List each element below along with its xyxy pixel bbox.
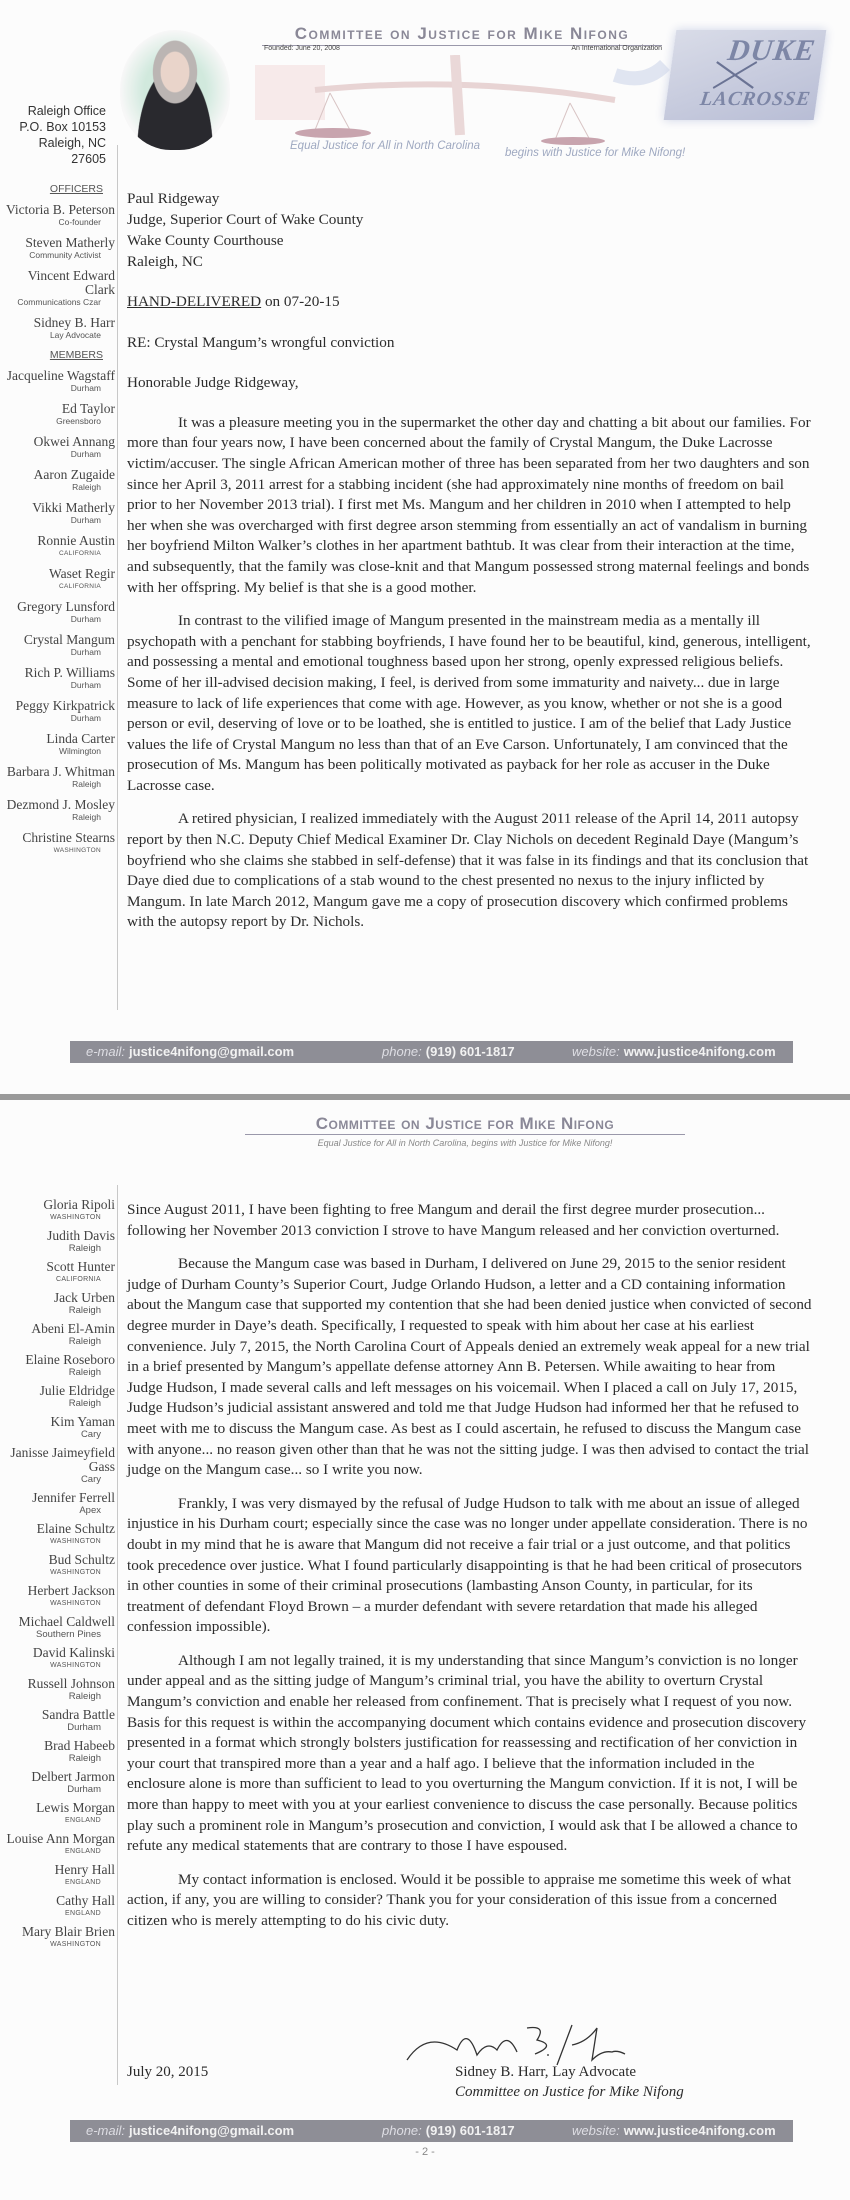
- office-line: P.O. Box 10153: [19, 120, 106, 134]
- roster-role: Cary: [80, 1474, 101, 1485]
- roster-role: CALIFORNIA: [55, 1276, 101, 1283]
- roster-entry: [0, 1739, 115, 1764]
- roster-name: Vincent Edward Clark: [27, 268, 115, 297]
- roster-name: Gloria Ripoli: [43, 1197, 115, 1212]
- roster-name: Herbert Jackson: [27, 1583, 115, 1598]
- signature-block: [127, 2020, 812, 2110]
- roster-name: Abeni El-Amin: [31, 1321, 115, 1336]
- salutation: Honorable Judge Ridgeway,: [127, 374, 299, 392]
- roster-entry: [0, 1770, 115, 1795]
- roster-role: ENGLAND: [65, 1817, 101, 1824]
- tagline-part-2: begins with Justice for Mike Nifong!: [505, 147, 686, 159]
- phone-number: (919) 601-1817: [425, 1044, 515, 1059]
- email-link[interactable]: justice4nifong@gmail.com: [129, 2123, 295, 2138]
- roster-entry: [0, 1925, 115, 1950]
- roster-entry: [0, 1291, 115, 1316]
- scales-of-justice-icon: [255, 55, 675, 145]
- paragraph: Although I am not legally trained, it is my understanding that since Mangum’s conviction is no longer under appeal and as the sitting judge of Mangum’s criminal trial, you have the ability to overturn Crystal Mangum’s conviction and enable her released from confinement. That is precisely what I request of you now. Basis for this request is within the accompanying document which contains evidence and prosecution discovery presented in a format which strongly bolsters justification for reassessing and rectification of her conviction in your court that transpired more than a year and a half ago. I believe that the information included in the enclosure alone is more than sufficient to lead to you overturning the Mangum conviction. If it is not, I will be more than happy to meet with you at your earliest convenience to discuss the case personally. Because politics play such a prominent role in Mangum’s prosecution and conviction, I would ask that I be allowed a chance to refute any medical statements that are contrary to those I have espoused.: [127, 1651, 807, 1855]
- website-link[interactable]: www.justice4nifong.com: [623, 2123, 776, 2138]
- roster-role: Durham: [70, 614, 101, 624]
- roster-role: CALIFORNIA: [58, 550, 101, 557]
- roster-name: Rich P. Williams: [24, 665, 115, 680]
- roster-name: Dezmond J. Mosley: [6, 797, 115, 812]
- members-list: [0, 1198, 115, 1950]
- roster-entry: [0, 435, 115, 460]
- roster-name: Louise Ann Morgan: [6, 1831, 115, 1846]
- signer-name: Sidney B. Harr, Lay Advocate: [455, 2064, 637, 2080]
- roster-name: Cathy Hall: [56, 1893, 115, 1908]
- roster-entry: [0, 203, 115, 228]
- paragraph: In contrast to the vilified image of Mangum presented in the mainstream media as a mentally ill psychopath with a penchant for stabbing boyfriends, I have found her to be beautiful, kind, generous, intelligent, and possessing a mental and emotional toughness based upon her strong, openly expressed religious beliefs. Some of her ill-advised decision making, I feel, is derived from some immaturity and naivety... due in large measure to lack of life experiences that come with age. However, as you know, whether or not she is a good person or evil, deserving of love or to be loathed, she is entitled to justice. I am of the belief that Lady Justice values the life of Crystal Mangum no less than that of an Eve Carson. Unfortunately, I am convinced that the prosecution of Ms. Mangum has been politically motivated as payback for her role as accuser in the Duke Lacrosse case.: [127, 612, 811, 794]
- tagline-part-1: Equal Justice for All in North Carolina: [290, 140, 481, 152]
- roster-role: Raleigh: [72, 482, 101, 492]
- roster-role: Durham: [70, 515, 101, 525]
- roster-entry: [0, 666, 115, 691]
- roster-entry: [0, 1384, 115, 1409]
- roster-name: Elaine Schultz: [36, 1521, 115, 1536]
- roster-role: Durham: [70, 713, 101, 723]
- roster-name: Vikki Matherly: [32, 500, 115, 515]
- officers-list: [0, 203, 115, 341]
- paragraph: Frankly, I was very dismayed by the refusal of Judge Hudson to talk with me about an issue of alleged injustice in his Durham court; especially since the case was no longer under appellate consideration. There is no doubt in my mind that he is aware that Mangum did not receive a fair trial or a just outcome, and that politics took precedence over justice. What I found particularly disappointing is that he had been critical of prosecutors in other counties in some of their criminal prosecutions (lambasting Anson County, in particular, for its treatment of defendant Floyd Brown – a murder defendant with severe retardation that made his alleged confession impossible).: [127, 1494, 808, 1636]
- roster-entry: [0, 1553, 115, 1578]
- roster-entry: [0, 501, 115, 526]
- roster-name: Russell Johnson: [27, 1676, 115, 1691]
- roster-role: Durham: [67, 1784, 101, 1795]
- office-address: [19, 103, 106, 167]
- members-heading: MEMBERS: [49, 349, 103, 361]
- roster-entry: [0, 1584, 115, 1609]
- roster-role: Wilmington: [58, 746, 101, 756]
- roster-entry: [0, 699, 115, 724]
- roster-role: Communications Czar: [17, 297, 101, 307]
- email-label: e-mail:: [86, 2123, 126, 2138]
- roster-role: WASHINGTON: [50, 1600, 101, 1607]
- roster-name: Steven Matherly: [25, 235, 115, 250]
- re-line: RE: Crystal Mangum’s wrongful conviction: [127, 333, 395, 351]
- roster-entry: [0, 369, 115, 394]
- roster-entry: [0, 269, 115, 308]
- roster-name: Barbara J. Whitman: [6, 764, 115, 779]
- roster-name: Lewis Morgan: [36, 1800, 115, 1815]
- roster-role: Raleigh: [68, 1305, 101, 1316]
- sidebar-roster: [0, 1198, 115, 1956]
- org-title: Committee on Justice for Mike Nifong: [245, 1114, 685, 1135]
- roster-entry: [0, 1229, 115, 1254]
- duke-lacrosse-logo: [664, 30, 827, 120]
- roster-entry: [0, 534, 115, 559]
- roster-name: Henry Hall: [54, 1862, 115, 1877]
- signer-organization: Committee on Justice for Mike Nifong: [455, 2084, 684, 2100]
- roster-entry: [0, 633, 115, 658]
- roster-entry: [0, 831, 115, 856]
- portrait-photo: [120, 30, 230, 150]
- office-line: 27605: [71, 152, 106, 166]
- roster-role: Co-founder: [58, 217, 101, 227]
- roster-name: Judith Davis: [47, 1228, 115, 1243]
- phone-number: (919) 601-1817: [425, 2123, 515, 2138]
- contact-footer-band: [70, 2120, 793, 2142]
- roster-name: Aaron Zugaide: [33, 467, 115, 482]
- letter-body-page-2: [127, 1200, 812, 1945]
- paragraph: A retired physician, I realized immediately with the August 2011 release of the April 14, 2011 autopsy report by then N.C. Deputy Chief Medical Examiner Dr. Clay Nichols on decedent Reginald Daye (Mangum’s boyfriend who she claims she stabbed in self-defense) that it was false in its findings and that its conclusion that Daye died due to complications of a stab wound to the chest presented no nexus to the injury inflicted by Mangum. In late March 2012, Mangum gave me a copy of prosecution discovery which confirmed problems with the autopsy report by Dr. Nichols.: [127, 810, 809, 931]
- roster-entry: [0, 1198, 115, 1223]
- roster-role: Cary: [80, 1429, 101, 1440]
- letter-date: July 20, 2015: [127, 2064, 209, 2080]
- roster-role: Durham: [70, 383, 101, 393]
- roster-role: Durham: [67, 1722, 101, 1733]
- phone-label: phone:: [382, 1044, 422, 1059]
- roster-entry: [0, 1353, 115, 1378]
- roster-entry: [0, 468, 115, 493]
- org-title: Committee on Justice for Mike Nifong: [262, 24, 662, 46]
- roster-name: Jack Urben: [53, 1290, 115, 1305]
- delivery-label: HAND-DELIVERED: [127, 293, 262, 310]
- roster-role: Durham: [70, 647, 101, 657]
- roster-entry: [0, 1832, 115, 1857]
- roster-entry: [0, 567, 115, 592]
- roster-entry: [0, 1894, 115, 1919]
- roster-role: WASHINGTON: [50, 1538, 101, 1545]
- office-line: Raleigh, NC: [38, 136, 106, 150]
- recipient-line: Raleigh, NC: [127, 253, 203, 270]
- roster-entry: [0, 1522, 115, 1547]
- roster-name: Sandra Battle: [41, 1707, 115, 1722]
- roster-role: Raleigh: [68, 1753, 101, 1764]
- roster-role: WASHINGTON: [50, 1214, 101, 1221]
- roster-role: Durham: [70, 680, 101, 690]
- roster-name: Peggy Kirkpatrick: [15, 698, 115, 713]
- roster-role: WASHINGTON: [50, 1662, 101, 1669]
- roster-entry: [0, 1415, 115, 1440]
- roster-role: WASHINGTON: [50, 1941, 101, 1948]
- roster-name: Elaine Roseboro: [25, 1352, 115, 1367]
- roster-name: Jennifer Ferrell: [32, 1490, 115, 1505]
- roster-name: Brad Habeeb: [44, 1738, 115, 1753]
- roster-role: Raleigh: [72, 812, 101, 822]
- roster-role: Raleigh: [68, 1336, 101, 1347]
- roster-role: Durham: [70, 449, 101, 459]
- sidebar-roster: [0, 183, 115, 864]
- roster-name: Jacqueline Wagstaff: [6, 368, 115, 383]
- roster-role: ENGLAND: [65, 1910, 101, 1917]
- roster-name: Victoria B. Peterson: [5, 202, 115, 217]
- roster-role: Raleigh: [68, 1367, 101, 1378]
- tagline: Equal Justice for All in North Carolina, begins with Justice for Mike Nifong!: [317, 1138, 613, 1148]
- roster-entry: [0, 316, 115, 341]
- roster-role: Raleigh: [72, 779, 101, 789]
- roster-entry: [0, 732, 115, 757]
- roster-name: Ronnie Austin: [37, 533, 115, 548]
- letter-page-1: [0, 0, 850, 1095]
- roster-role: WASHINGTON: [50, 1569, 101, 1576]
- handwritten-signature: [397, 2020, 627, 2068]
- email-link[interactable]: justice4nifong@gmail.com: [129, 1044, 295, 1059]
- roster-name: Ed Taylor: [61, 401, 115, 416]
- phone-label: phone:: [382, 2123, 422, 2138]
- delivery-date: on 07-20-15: [261, 293, 340, 310]
- roster-role: Southern Pines: [36, 1629, 101, 1640]
- roster-name: Bud Schultz: [48, 1552, 115, 1567]
- sidebar-divider: [117, 145, 118, 1010]
- members-list: [0, 369, 115, 856]
- roster-name: Gregory Lunsford: [17, 599, 115, 614]
- recipient-line: Judge, Superior Court of Wake County: [127, 211, 364, 228]
- roster-entry: [0, 1863, 115, 1888]
- roster-name: David Kalinski: [32, 1645, 115, 1660]
- crossed-sticks-icon: [708, 60, 762, 90]
- website-link[interactable]: www.justice4nifong.com: [623, 1044, 776, 1059]
- roster-entry: [0, 1708, 115, 1733]
- roster-name: Delbert Jarmon: [31, 1769, 115, 1784]
- roster-name: Michael Caldwell: [18, 1614, 115, 1629]
- roster-entry: [0, 1646, 115, 1671]
- sidebar-divider: [117, 1185, 118, 2085]
- recipient-line: Paul Ridgeway: [127, 190, 220, 207]
- roster-entry: [0, 600, 115, 625]
- website-label: website:: [572, 2123, 620, 2138]
- officers-heading: OFFICERS: [49, 183, 103, 195]
- roster-entry: [0, 1491, 115, 1516]
- roster-name: Crystal Mangum: [23, 632, 115, 647]
- roster-entry: [0, 402, 115, 427]
- roster-name: Scott Hunter: [46, 1259, 115, 1274]
- roster-entry: [0, 236, 115, 261]
- roster-name: Christine Stearns: [22, 830, 115, 845]
- roster-name: Julie Eldridge: [39, 1383, 115, 1398]
- contact-footer-band: [70, 1041, 793, 1063]
- roster-role: Apex: [79, 1505, 101, 1516]
- roster-entry: [0, 1322, 115, 1347]
- recipient-line: Wake County Courthouse: [127, 232, 284, 249]
- roster-name: Mary Blair Brien: [22, 1924, 115, 1939]
- roster-role: Greensboro: [56, 416, 101, 426]
- office-line: Raleigh Office: [27, 104, 106, 118]
- delivery-line: [127, 292, 812, 313]
- roster-name: Janisse Jaimeyfield Gass: [10, 1445, 115, 1474]
- roster-role: ENGLAND: [65, 1848, 101, 1855]
- roster-entry: [0, 765, 115, 790]
- letter-body-page-1: [127, 188, 812, 946]
- roster-name: Sidney B. Harr: [33, 315, 115, 330]
- letter-page-2: [0, 1100, 850, 2200]
- roster-name: Waset Regir: [48, 566, 115, 581]
- roster-role: Raleigh: [68, 1243, 101, 1254]
- roster-entry: [0, 1615, 115, 1640]
- page-number: - 2 -: [415, 2146, 435, 2158]
- roster-name: Kim Yaman: [50, 1414, 115, 1429]
- roster-role: CALIFORNIA: [58, 583, 101, 590]
- paragraph: It was a pleasure meeting you in the supermarket the other day and chatting a bit about our families. For more than four years now, I have been concerned about the family of Crystal Mangum, the Duke Lacrosse victim/accuser. The single African American mother of three has been separated from her two daughters and son since her April 3, 2011 arrest for a stabbing incident (she had approximately nine months of freedom on bail prior to her November 2013 trial). I first met Ms. Mangum and her children in 2010 when I attempted to help her when she was overcharged with first degree arson stemming from essentially an act of vandalism in burning her boyfriend Milton Walker’s clothes in her apartment bathtub. It was clear from their interaction at the time, and subsequently, that the family was close-knit and that Mangum possessed strong maternal feelings and bonds with her offspring. My belief is that she is a good mother.: [127, 413, 811, 596]
- roster-role: Raleigh: [68, 1691, 101, 1702]
- roster-entry: [0, 1446, 115, 1485]
- website-label: website:: [572, 1044, 620, 1059]
- recipient-address: [127, 188, 812, 272]
- paragraph: Since August 2011, I have been fighting to free Mangum and derail the first degree murder prosecution... following her November 2013 conviction I strove to have Mangum released and her conviction overturned.: [127, 1201, 780, 1239]
- roster-name: Linda Carter: [46, 731, 115, 746]
- logo-top-text: DUKE: [725, 34, 818, 67]
- paragraph: My contact information is enclosed. Would it be possible to appraise me sometime this week of what action, if any, you are willing to consider? Thank you for your consideration of this issue from a concerned citizen who is merely attempting to do his civic duty.: [127, 1870, 792, 1929]
- roster-name: Okwei Annang: [33, 434, 115, 449]
- email-label: e-mail:: [86, 1044, 126, 1059]
- roster-entry: [0, 798, 115, 823]
- roster-entry: [0, 1260, 115, 1285]
- founded-date: Founded: June 20, 2008: [264, 45, 340, 52]
- roster-role: Raleigh: [68, 1398, 101, 1409]
- roster-entry: [0, 1677, 115, 1702]
- roster-role: WASHINGTON: [53, 847, 101, 854]
- roster-role: Lay Advocate: [49, 330, 101, 340]
- paragraph: Because the Mangum case was based in Durham, I delivered on June 29, 2015 to the senior resident judge of Durham County’s Superior Court, Judge Orlando Hudson, a letter and a CD containing information about the Mangum case that supported my contention that she had been denied justice when convicted of second degree murder in Daye’s death. Specifically, I requested to speak with him about her case at his earliest convenience. July 7, 2015, the North Carolina Court of Appeals denied an extremely weak appeal for a new trial in a brief presented by Mangum’s appellate defense attorney Ann B. Petersen. While awaiting to hear from Judge Hudson, I made several calls and left messages on his voicemail. When I placed a call on July 17, 2015, Judge Hudson’s judicial assistant answered and told me that Judge Hudson had informed her that he refused to meet with me to discuss the Mangum case. As best as I could ascertain, he refused to discuss the Mangum case with anyone... no reason given other than that he was not the sitting judge. I was then advised to contact the trial judge on the Mangum case... so I write you now.: [127, 1255, 812, 1479]
- logo-bottom-text: LACROSSE: [698, 88, 813, 110]
- roster-role: Community Activist: [29, 250, 101, 260]
- intl-org-label: An International Organization: [571, 45, 662, 52]
- roster-entry: [0, 1801, 115, 1826]
- roster-role: ENGLAND: [65, 1879, 101, 1886]
